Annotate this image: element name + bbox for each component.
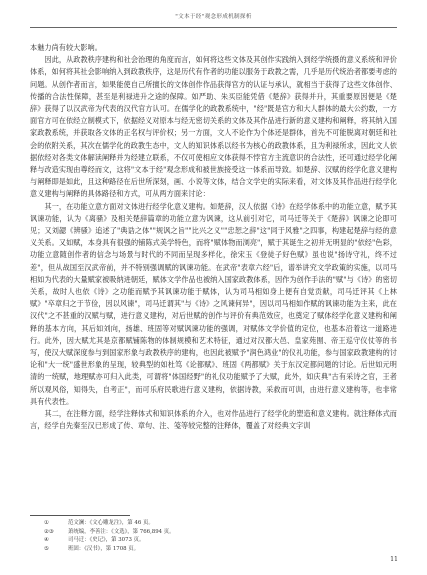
header-rule: [30, 27, 397, 28]
running-header: "文本于经"观念形成机制探析: [175, 14, 252, 20]
footnote-text: 范文澜：《文心雕龙注》，第 46 页。: [68, 520, 154, 526]
footnote: [44, 519, 384, 528]
body-text: [30, 42, 397, 433]
footnote-number: ④: [44, 537, 49, 544]
footnotes: [44, 519, 384, 553]
footnote-number: ①: [44, 520, 49, 526]
footnote: [44, 528, 384, 537]
footnote-rule: [30, 515, 130, 516]
footnote-text: 萧统编，李善注：《文选》，第 766,894 页。: [68, 528, 175, 535]
paragraph: 其一，在功能立意方面对文体进行经学化意义建构。如楚辞，汉人依据《诗》在经学体系中的功能立意，赋予其讽谏功能，认为《离骚》及相关楚辞篇章的功能立意为讽谏，这从前引对它，司马迁等关于《楚辞》讽谏之论即可见；又刘勰《辨骚》追述了"典诰之体""规讽之旨""比兴之义""忠恕之辞"这"同于风雅"之四事，构建起楚辞与经的意义关系。又如赋，本身具有很强的铺陈式美学特色，而将"赋体物而浏亮"，赋于其诞生之初并无明显的"依经"色彩，功能立意随创作者的信念与场景与时代的不同而呈现多样化，徐宋玉《登徒子好色赋》虽也说"扬诗守礼，终不过差"，但从战国至汉武帝前，并不特别强调赋的讽谏功能。在武帝"表章六经"后，谱举讲究文学政策的实施，以司马相如为代表的大量赋家被吸纳进朝廷，赋体文学作品也被纳入国家政教体系，因作为创作手法的"赋"与《诗》的密切关系，故时人也依《诗》之功能而赋予其讽谏功能于赋体，认为司马相如身上便有自觉贡献，司马迁评其《上林赋》"卒章归之于节俭，因以风谏"，司马迁谓其"与《诗》之风谏何异"，因以司马相如作赋的讽谏功能为主来，此在汉代"之不甚重的汉赋与赋，进行意义建构，对后世赋的创作与评价有典范效应，也奠定了赋体经学化意义建构和阐释的基本方向，其后如刘向，扬雄、班固等对赋讽谏功能的强调，对赋体文学价值的定位，也基本沿着这一道路进行。此外，因大赋尤其是京都赋铺陈物的体制规模和艺术特征，通过对汉都大邑、皇家苑囿、帝王巡守仪仗等的书写，使汉大赋深度参与到国家形象与政教秩序的建构，也因此被赋予"润色鸿业"的仪礼功能，参与国家政教建构的讨论和"大一统"盛世形象的呈现，较典型的如杜笃《论都赋》、班固《两都赋》关于东汉定都问题的讨论。后世如元明清的一统赋，地理赋亦可归入此类，可谓将"体国经野"的礼仪功能赋予了大赋，此外，如庆典"古有采诗之官，王者所以观风俗，知得失，自考正"，而可乐府民歌进行意义建构，依据诗教，采救而可训，由进行意义建构等，也非常具有代表性。: [30, 201, 397, 406]
footnote-number: ②③: [44, 528, 54, 535]
page-number: 11: [390, 556, 398, 563]
paragraph-continuation: 本魅力尚有较大影响。: [30, 43, 102, 52]
paragraph: 因此，从政教秩序建构和社会治理的角度而言，如何将这些文体及其创作实践纳入到经学统摄的意义系统和评价体系，如何将其社会影响纳入到政教秩序，这是历代有作者的功能以服务于政教之需，几乎是历代统治者都要考虑的问题。从创作者而言，如果能使自己所擅长的文体创作作品获得官方的认证与承认，就相当于获得了这些文体创作、传播的合法性保障，甚至是利禄进升之途的保障。如严助、朱买臣能凭借《楚辞》获得并升，其重要原因便是《楚辞》获得了以汉武帝为代表的汉代官方认可。在儒学化的政教系统中，"经"既是官方和大人群体的最大公约数，一方面官方可在依经立制模式下，依据经义对原本与经无密切关系的文体及其作品进行新的意义建构和阐释，将其纳入国家政教系统，并获取各文体的正名权与评价权；另一方面，文人不论作为个体还是群体，首先不可能脱离对朝廷和社会的依附关系，其次在儒学化的政教生态中，文人的知识体系以经书为核心的政教体系，且为利禄所求，因此文人依据依经对各类文体解读阐释并为经建立联系，不仅可使相应文体获得不悖官方主流意识的合法性，还可通过经学化阐释与改造实现由尊经而文，这将"文本于经"观念形成和被世族接受这一体系而导致。如楚辞、汉赋的经学化意义建构与阐释即是如此，且这种路径在后世所深刻，画、小说等文体，结合文学史的实际来看，对文体及其作品进行经学化意义建构与阐释的具体路径和方式，可从两方面来讨论：: [30, 55, 397, 199]
paragraph: 其二，在注释方面，经学注释体式和知识体系的介入，也对作品进行了经学化的塑造和意义建构。就注释体式而言，经学自先秦至汉已形成了传、章句、注、笺等较完整的注释体，覆盖了对经典文字训: [30, 409, 397, 431]
footnote-number: ⑤: [44, 545, 49, 552]
footnote: [44, 536, 384, 545]
footnote: [44, 545, 384, 554]
footnote-text: 班固：《汉书》，第 1708 页。: [68, 545, 140, 552]
footnote-text: 司马迁：《史记》，第 3073 页。: [68, 537, 145, 544]
